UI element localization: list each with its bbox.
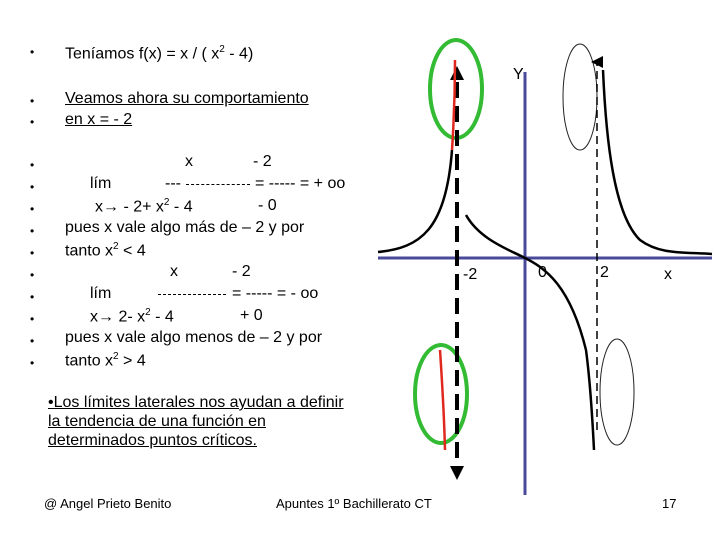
limit-plus-num-val: - 2 [253, 153, 272, 170]
bullet: • [30, 290, 35, 304]
arrow-down-icon [450, 466, 464, 480]
subtitle-line1: Veamos ahora su comportamiento [65, 90, 309, 107]
bullet: • [30, 202, 35, 216]
bullet: • [30, 158, 35, 172]
reason-sup: 2 [113, 351, 119, 362]
reason-tail: > 4 [118, 352, 146, 370]
title-text: Teníamos f(x) = x / ( x [65, 45, 220, 63]
reason-text: tanto x [65, 242, 114, 260]
bullet: • [30, 115, 35, 129]
bullet: • [30, 356, 35, 370]
limit-plus-den-val: - 0 [258, 197, 277, 214]
x-axis-label: x [664, 266, 672, 283]
approach-text: x→ 2- x [90, 308, 146, 326]
limit-minus-num-val: - 2 [232, 263, 251, 280]
tick-label-0: 0 [538, 264, 547, 281]
limit-plus-result: = ----- = + oo [255, 175, 346, 192]
subtitle-line2: en x = - 2 [65, 111, 133, 128]
curve-middle-red [440, 350, 445, 450]
approach-sup: 2 [163, 197, 170, 208]
reason-text: tanto x [65, 352, 114, 370]
approach-sup: 2 [145, 307, 151, 318]
limit-plus-lim: lím [90, 175, 112, 192]
curve-right-branch [603, 70, 712, 254]
title-tail: - 4) [224, 45, 254, 63]
bullet: • [30, 180, 35, 194]
footer-page-number: 17 [662, 496, 677, 511]
approach-tail: - 4 [150, 308, 174, 326]
bullet: • [30, 246, 35, 260]
y-axis-label: Y [513, 66, 524, 83]
arrow-up-icon [450, 66, 464, 80]
limit-minus-num-x: x [170, 263, 178, 280]
oval-top-right [563, 44, 597, 150]
bullet: • [30, 224, 35, 238]
bullet: • [30, 268, 35, 282]
footer-author: @ Angel Prieto Benito [44, 496, 172, 511]
limit-plus-frac-bar: --- [165, 175, 181, 192]
reason-tail: < 4 [118, 242, 146, 260]
approach-tail: - 4 [169, 198, 193, 216]
curve-middle-tail [586, 350, 594, 450]
limit-plus-num-x: x [185, 153, 193, 170]
title-sup: 2 [219, 44, 225, 55]
bullet: • [30, 334, 35, 348]
footer-course: Apuntes 1º Bachillerato CT [276, 496, 432, 511]
reason-sup: 2 [113, 241, 119, 252]
limit-minus-reason1: pues x vale algo menos de – 2 y por [65, 329, 323, 346]
approach-text: x→ - 2+ x [95, 198, 164, 216]
bullet: • [30, 45, 35, 59]
curve-left-branch [378, 150, 452, 252]
bullet: • [30, 94, 35, 108]
tick-label-neg2: -2 [463, 266, 478, 283]
limit-minus-den-val: + 0 [240, 307, 263, 324]
oval-bottom-right [600, 339, 634, 445]
bullet: • [30, 312, 35, 326]
note-text: •Los límites laterales nos ayudan a definir la tendencia de una función en determinados puntos críticos. [48, 394, 344, 449]
limit-plus-reason1: pues x vale algo más de – 2 y por [65, 219, 305, 236]
tick-label-2: 2 [600, 264, 609, 281]
limit-minus-lim: lím [90, 285, 112, 302]
limit-minus-result: = ----- = - oo [232, 285, 319, 302]
